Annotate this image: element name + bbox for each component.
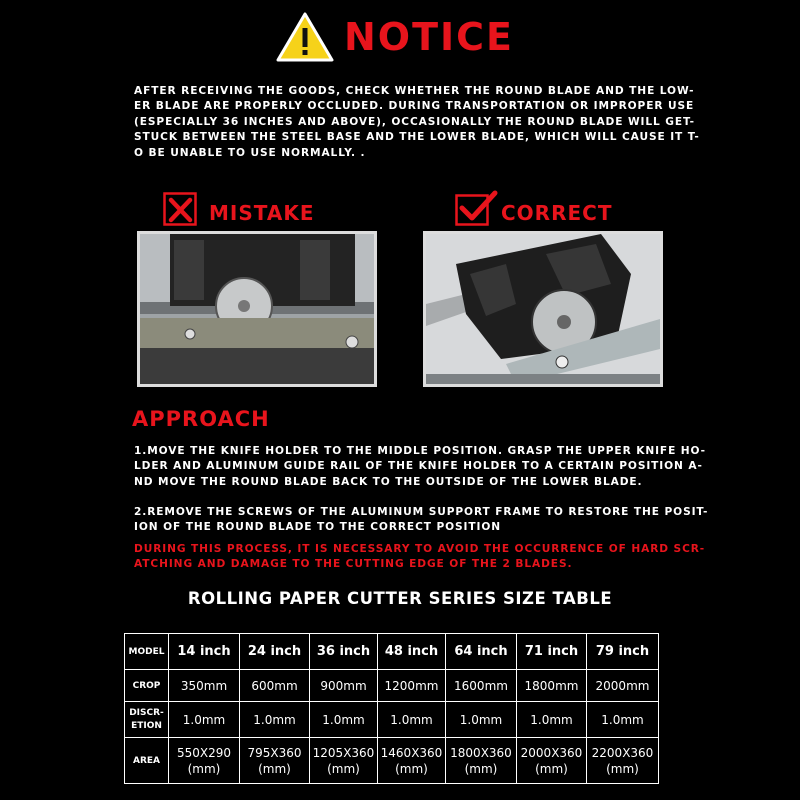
table-cell: 1460X360 (mm)	[378, 738, 446, 784]
table-cell: 2000mm	[587, 670, 659, 702]
size-table	[124, 633, 659, 784]
step-line: ION OF THE ROUND BLADE TO THE CORRECT POSITION	[134, 521, 502, 534]
table-cell: 1.0mm	[446, 702, 517, 738]
table-cell: 1600mm	[446, 670, 517, 702]
notice-line: (ESPECIALLY 36 INCHES AND ABOVE), OCCASIONALLY THE ROUND BLADE WILL GET-	[134, 115, 695, 128]
table-cell: 1.0mm	[310, 702, 378, 738]
approach-step-1	[134, 444, 706, 490]
row-header: DISCR- ETION	[125, 702, 169, 738]
table-cell: 600mm	[240, 670, 310, 702]
table-cell: 71 inch	[517, 634, 587, 670]
notice-line: STUCK BETWEEN THE STEEL BASE AND THE LOWER BLADE, WHICH WILL CAUSE IT T-	[134, 131, 700, 144]
notice-line: AFTER RECEIVING THE GOODS, CHECK WHETHER THE ROUND BLADE AND THE LOW-	[134, 85, 695, 97]
step-line: 1.MOVE THE KNIFE HOLDER TO THE MIDDLE POSITION. GRASP THE UPPER KNIFE HO-	[134, 445, 706, 457]
table-row	[125, 702, 659, 738]
table-cell: 550X290 (mm)	[169, 738, 240, 784]
mistake-label: MISTAKE	[209, 201, 315, 225]
warning-paragraph	[134, 542, 706, 573]
notice-paragraph	[134, 84, 700, 161]
warning-triangle-icon	[276, 12, 334, 62]
row-header: MODEL	[125, 634, 169, 670]
table-row	[125, 634, 659, 670]
row-header: AREA	[125, 738, 169, 784]
notice-title: NOTICE	[344, 15, 515, 59]
step-line: LDER AND ALUMINUM GUIDE RAIL OF THE KNIFE HOLDER TO A CERTAIN POSITION A-	[134, 460, 703, 473]
table-cell: 1.0mm	[378, 702, 446, 738]
table-cell: 36 inch	[310, 634, 378, 670]
table-cell: 48 inch	[378, 634, 446, 670]
table-cell: 1205X360 (mm)	[310, 738, 378, 784]
table-cell: 24 inch	[240, 634, 310, 670]
table-cell: 900mm	[310, 670, 378, 702]
cross-box-icon	[163, 190, 199, 226]
approach-step-2	[134, 505, 709, 536]
table-cell: 1200mm	[378, 670, 446, 702]
step-line: 2.REMOVE THE SCREWS OF THE ALUMINUM SUPPORT FRAME TO RESTORE THE POSIT-	[134, 506, 709, 518]
correct-label: CORRECT	[501, 201, 613, 225]
row-header: CROP	[125, 670, 169, 702]
table-row	[125, 670, 659, 702]
table-cell: 1.0mm	[169, 702, 240, 738]
size-table-title: ROLLING PAPER CUTTER SERIES SIZE TABLE	[187, 589, 613, 608]
table-cell: 2000X360 (mm)	[517, 738, 587, 784]
warning-line: ATCHING AND DAMAGE TO THE CUTTING EDGE OF THE 2 BLADES.	[134, 558, 573, 571]
mistake-photo	[137, 231, 377, 387]
notice-line: O BE UNABLE TO USE NORMALLY. .	[134, 146, 366, 159]
correct-photo	[423, 231, 663, 387]
table-cell: 1.0mm	[240, 702, 310, 738]
table-cell: 14 inch	[169, 634, 240, 670]
table-row	[125, 738, 659, 784]
table-cell: 1800X360 (mm)	[446, 738, 517, 784]
table-cell: 350mm	[169, 670, 240, 702]
notice-line: ER BLADE ARE PROPERLY OCCLUDED. DURING TRANSPORTATION OR IMPROPER USE	[134, 100, 695, 113]
approach-title: APPROACH	[132, 407, 270, 431]
table-cell: 1.0mm	[587, 702, 659, 738]
table-cell: 2200X360 (mm)	[587, 738, 659, 784]
table-cell: 79 inch	[587, 634, 659, 670]
table-cell: 795X360 (mm)	[240, 738, 310, 784]
check-box-icon	[455, 190, 499, 226]
table-cell: 1800mm	[517, 670, 587, 702]
table-cell: 64 inch	[446, 634, 517, 670]
step-line: ND MOVE THE ROUND BLADE BACK TO THE OUTSIDE OF THE LOWER BLADE.	[134, 475, 643, 488]
warning-line: DURING THIS PROCESS, IT IS NECESSARY TO AVOID THE OCCURRENCE OF HARD SCR-	[134, 543, 706, 555]
table-cell: 1.0mm	[517, 702, 587, 738]
